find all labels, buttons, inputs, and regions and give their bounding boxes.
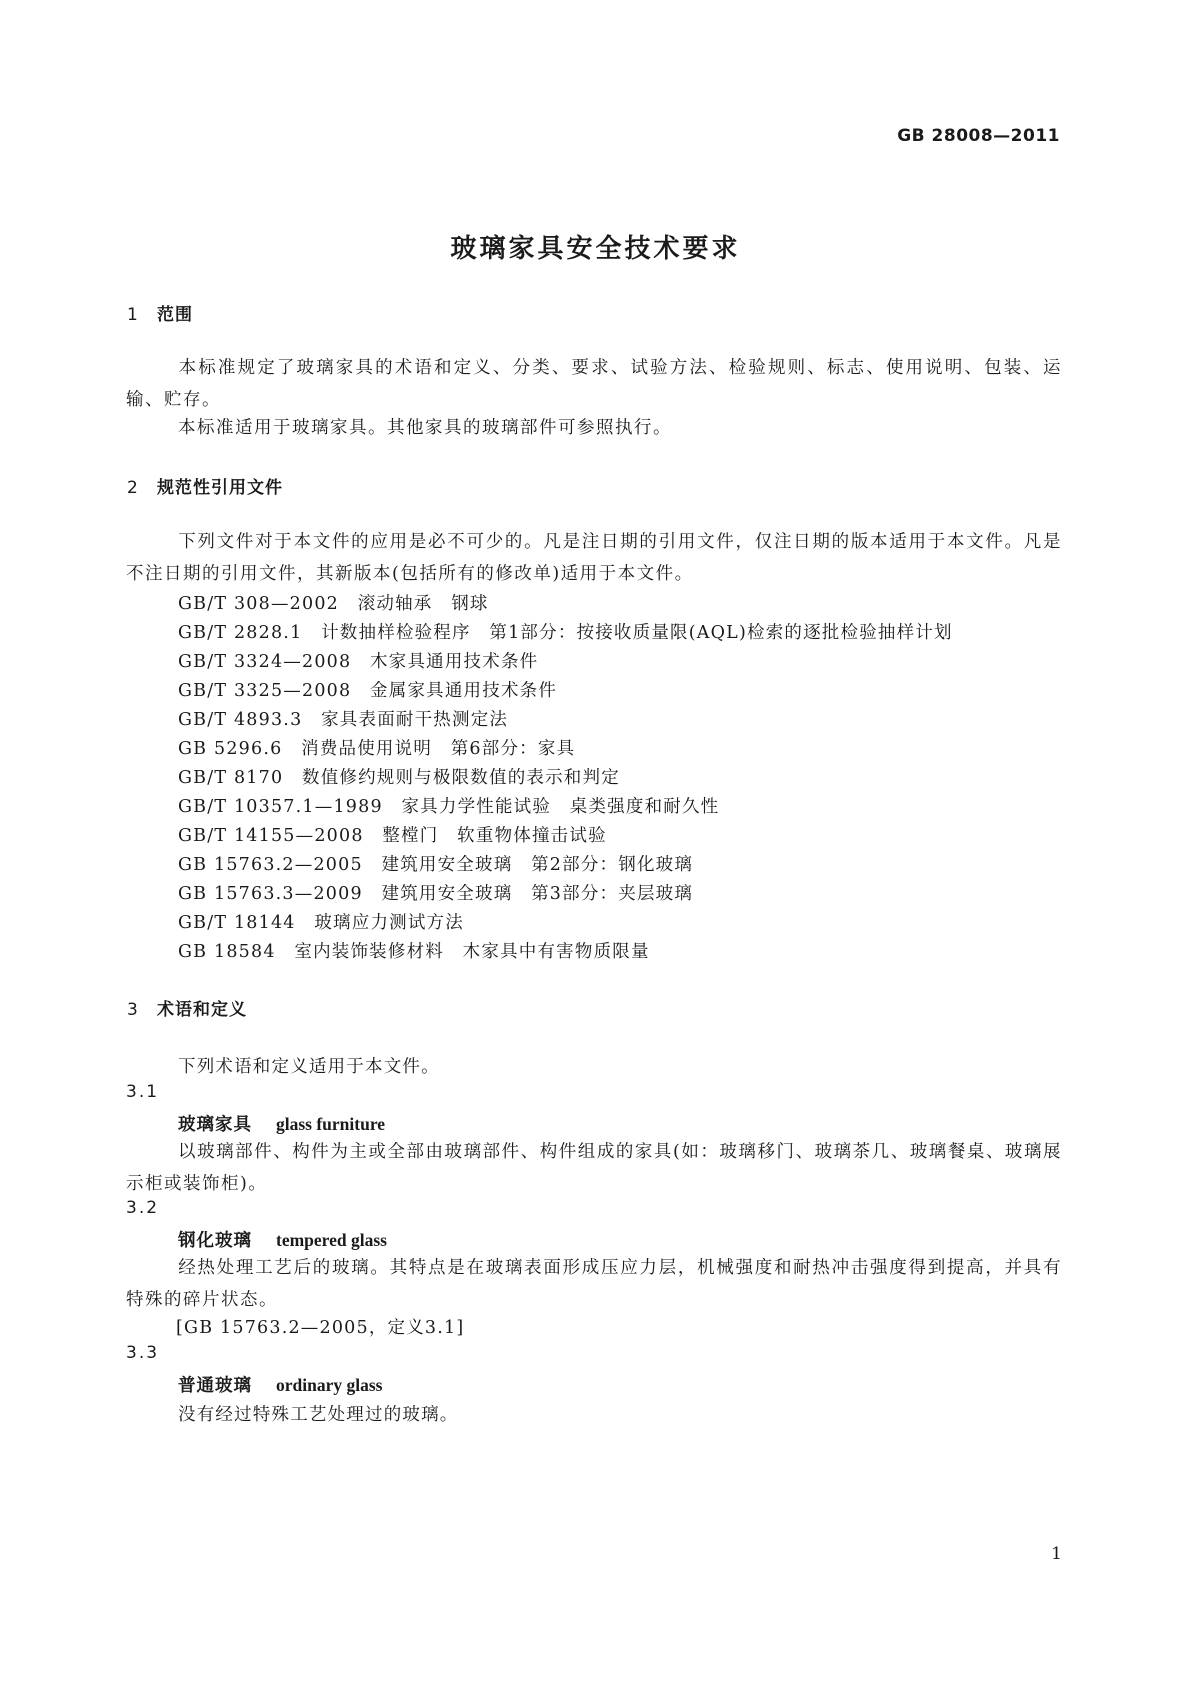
reference-item: GB/T 18144 玻璃应力测试方法 (178, 913, 464, 933)
reference-item: GB/T 10357.1—1989 家具力学性能试验 桌类强度和耐久性 (178, 797, 720, 817)
term-en: ordinary glass (276, 1375, 383, 1395)
term-heading (178, 1372, 382, 1397)
term-heading (178, 1227, 387, 1252)
term-zh: 钢化玻璃 (178, 1231, 252, 1251)
terms-intro: 下列术语和定义适用于本文件。 (178, 1057, 440, 1077)
reference-item: GB 5296.6 消费品使用说明 第6部分：家具 (178, 739, 576, 759)
section-number: 3 (127, 1000, 139, 1020)
section-title: 术语和定义 (157, 1000, 247, 1020)
term-definition: 以玻璃部件、构件为主或全部由玻璃部件、构件组成的家具(如：玻璃移门、玻璃茶几、玻璃餐桌、玻璃展示柜或装饰柜)。 (126, 1142, 1062, 1194)
section-number: 1 (127, 305, 139, 325)
clause-number: 3.3 (126, 1343, 160, 1363)
reference-item: GB/T 3324—2008 木家具通用技术条件 (178, 652, 539, 672)
reference-item: GB/T 8170 数值修约规则与极限数值的表示和判定 (178, 768, 620, 788)
term-definition: 经热处理工艺后的玻璃。其特点是在玻璃表面形成压应力层，机械强度和耐热冲击强度得到提高，并具有特殊的碎片状态。 (126, 1258, 1062, 1310)
document-title: 玻璃家具安全技术要求 (450, 234, 741, 264)
reference-item: GB/T 2828.1 计数抽样检验程序 第1部分：按接收质量限(AQL)检索的逐批检验抽样计划 (178, 623, 953, 643)
section-title: 范围 (157, 305, 193, 325)
reference-item: GB 15763.2—2005 建筑用安全玻璃 第2部分：钢化玻璃 (178, 855, 694, 875)
reference-item: GB 18584 室内装饰装修材料 木家具中有害物质限量 (178, 942, 650, 962)
section-heading-normative-references (127, 473, 283, 498)
term-heading (178, 1111, 385, 1136)
standard-code: GB 28008—2011 (897, 126, 1060, 146)
clause-number: 3.1 (126, 1082, 160, 1102)
term-en: glass furniture (276, 1114, 386, 1134)
term-zh: 普通玻璃 (178, 1376, 252, 1396)
section-heading-terms (127, 995, 247, 1020)
scope-paragraph-1: 本标准规定了玻璃家具的术语和定义、分类、要求、试验方法、检验规则、标志、使用说明、包装、运输、贮存。 (126, 358, 1062, 410)
references-intro: 下列文件对于本文件的应用是必不可少的。凡是注日期的引用文件，仅注日期的版本适用于本文件。凡是不注日期的引用文件，其新版本(包括所有的修改单)适用于本文件。 (126, 532, 1062, 584)
reference-item: GB 15763.3—2009 建筑用安全玻璃 第3部分：夹层玻璃 (178, 884, 694, 904)
term-zh: 玻璃家具 (178, 1115, 252, 1135)
term-en: tempered glass (276, 1230, 387, 1250)
reference-item: GB/T 14155—2008 整樘门 软重物体撞击试验 (178, 826, 607, 846)
page-number: 1 (1051, 1544, 1062, 1564)
section-heading-scope (127, 300, 193, 325)
reference-item: GB/T 3325—2008 金属家具通用技术条件 (178, 681, 558, 701)
clause-number: 3.2 (126, 1198, 160, 1218)
scope-paragraph-2: 本标准适用于玻璃家具。其他家具的玻璃部件可参照执行。 (178, 418, 672, 438)
term-definition: 没有经过特殊工艺处理过的玻璃。 (178, 1405, 459, 1425)
reference-item: GB/T 308—2002 滚动轴承 钢球 (178, 594, 489, 614)
section-number: 2 (127, 478, 139, 498)
term-source: [GB 15763.2—2005，定义3.1] (176, 1318, 465, 1338)
reference-item: GB/T 4893.3 家具表面耐干热测定法 (178, 710, 509, 730)
section-title: 规范性引用文件 (157, 478, 283, 498)
